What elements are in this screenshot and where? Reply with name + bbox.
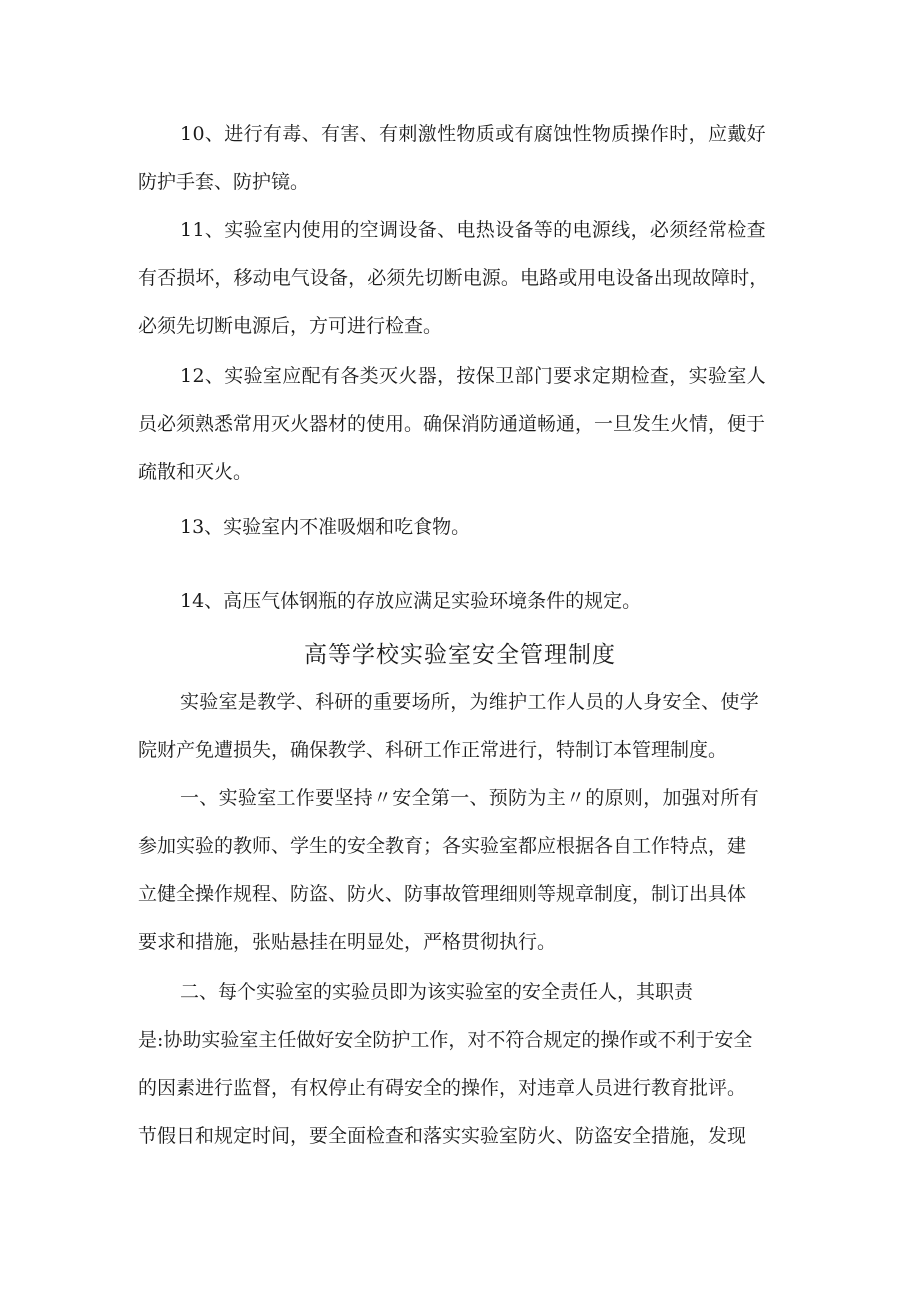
text-line-4: 有否损坏，移动电气设备，必须先切断电源。电路或用电设备出现故障时，	[138, 267, 769, 289]
text-line-3: 11、实验室内使用的空调设备、电热设备等的电源线，必须经常检查	[180, 219, 767, 241]
text-line-14: 参加实验的教师、学生的安全教育；各实验室都应根据各自工作特点，建	[138, 835, 747, 857]
text-line-8: 疏散和灭火。	[138, 461, 253, 483]
text-line-20: 节假日和规定时间，要全面检查和落实实验室防火、防盗安全措施，发现	[138, 1125, 747, 1147]
text-line-16: 要求和措施，张贴悬挂在明显处，严格贯彻执行。	[138, 931, 557, 953]
text-line-18: 是:协助实验室主任做好安全防护工作，对不符合规定的操作或不利于安全	[138, 1029, 753, 1051]
section-title: 高等学校实验室安全管理制度	[304, 642, 616, 668]
text-line-1: 10、进行有毒、有害、有刺激性物质或有腐蚀性物质操作时，应戴好	[180, 123, 767, 145]
text-line-13: 一、实验室工作要坚持〃安全第一、预防为主〃的原则，加强对所有	[180, 787, 760, 809]
text-line-10: 14、高压气体钢瓶的存放应满足实验环境条件的规定。	[180, 590, 642, 612]
text-line-7: 员必须熟悉常用灭火器材的使用。确保消防通道畅通，一旦发生火情，便于	[138, 413, 766, 435]
text-line-6: 12、实验室应配有各类灭火器，按保卫部门要求定期检查，实验室人	[180, 365, 767, 387]
text-line-11: 实验室是教学、科研的重要场所，为维护工作人员的人身安全、使学	[180, 691, 760, 713]
text-line-2: 防护手套、防护镜。	[138, 171, 310, 193]
text-line-19: 的因素进行监督，有权停止有碍安全的操作，对违章人员进行教育批评。	[138, 1077, 747, 1099]
text-line-17: 二、每个实验室的实验员即为该实验室的安全责任人，其职责	[180, 981, 694, 1003]
text-line-12: 院财产免遭损失，确保教学、科研工作正常进行，特制订本管理制度。	[138, 739, 728, 761]
text-line-5: 必须先切断电源后，方可进行检查。	[138, 315, 443, 337]
text-line-9: 13、实验室内不准吸烟和吃食物。	[180, 516, 471, 538]
text-line-15: 立健全操作规程、防盗、防火、防事故管理细则等规章制度，制订出具体	[138, 883, 747, 905]
